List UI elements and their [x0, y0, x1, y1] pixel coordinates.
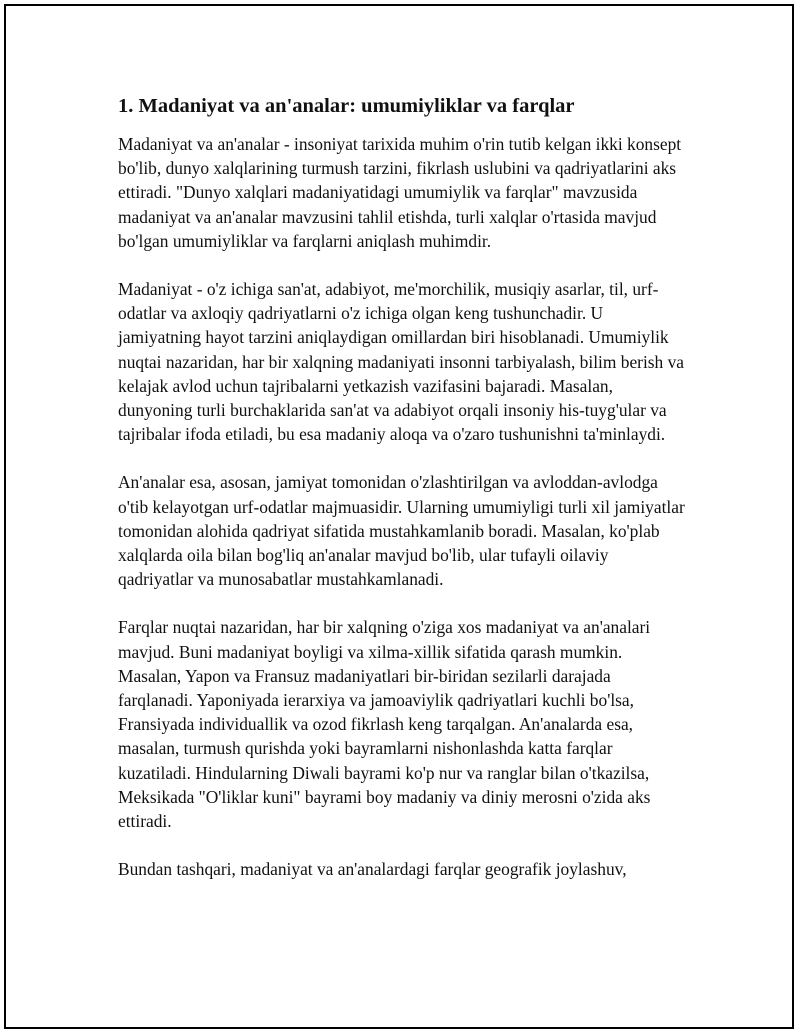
paragraph-4: Farqlar nuqtai nazaridan, har bir xalqning o'ziga xos madaniyat va an'analari mavjud. Buni madaniyat boyligi va xilma-xillik sifatida qarash mumkin. Masalan, Yapon va Fransuz madaniyatlari bir-biridan sezilarli darajada farqlanadi. Yaponiyada ierarxiya va jamoaviylik qadriyatlari kuchli bo'lsa, Fransiyada individuallik va ozod fikrlash keng tarqalgan. An'analarda esa, masalan, turmush qurishda yoki bayramlarni nishonlashda katta farqlar kuzatiladi. Hindularning Diwali bayrami ko'p nur va ranglar bilan o'tkazilsa, Meksikada "O'liklar kuni" bayrami boy madaniy va diniy merosni o'zida aks ettiradi. [118, 617, 651, 832]
paragraph-3: An'analar esa, asosan, jamiyat tomonidan o'zlashtirilgan va avloddan-avlodga o'tib kelayotgan urf-odatlar majmuasidir. Ularning umumiyligi turli xil jamiyatlar tomonidan alohida qadriyat sifatida mustahkamlanib boradi. Masalan, ko'plab xalqlarda oila bilan bog'liq an'analar mavjud bo'lib, ular tufayli oilaviy qadriyatlar va munosabatlar mustahkamlanadi. [118, 472, 685, 590]
document-body [118, 92, 688, 905]
section-heading: 1. Madaniyat va an'analar: umumiyliklar va farqlar [118, 95, 575, 117]
paragraph-5: Bundan tashqari, madaniyat va an'analardagi farqlar geografik joylashuv, [118, 859, 627, 880]
paragraph-2: Madaniyat - o'z ichiga san'at, adabiyot, me'morchilik, musiqiy asarlar, til, urf-odatlar va axloqiy qadriyatlarni o'z ichiga olgan keng tushunchadir. U jamiyatning hayot tarzini aniqlaydigan omillardan biri hisoblanadi. Umumiylik nuqtai nazaridan, har bir xalqning madaniyati insonni tarbiyalash, bilim berish va kelajak avlod uchun tajribalarni yetkazish vazifasini bajaradi. Masalan, dunyoning turli burchaklarida san'at va adabiyot orqali insoniy his-tuyg'ular va tajribalar ifoda etiladi, bu esa madaniy aloqa va o'zaro tushunishni ta'minlaydi. [118, 279, 685, 445]
paragraph-1: Madaniyat va an'analar - insoniyat tarixida muhim o'rin tutib kelgan ikki konsept bo'lib, dunyo xalqlarining turmush tarzini, fikrlash uslubini va qadriyatlarini aks ettiradi. "Dunyo xalqlari madaniyatidagi umumiylik va farqlar" mavzusida madaniyat va an'analar mavzusini tahlil etishda, turli xalqlar o'rtasida mavjud bo'lgan umumiyliklar va farqlarni aniqlash muhimdir. [118, 134, 682, 251]
